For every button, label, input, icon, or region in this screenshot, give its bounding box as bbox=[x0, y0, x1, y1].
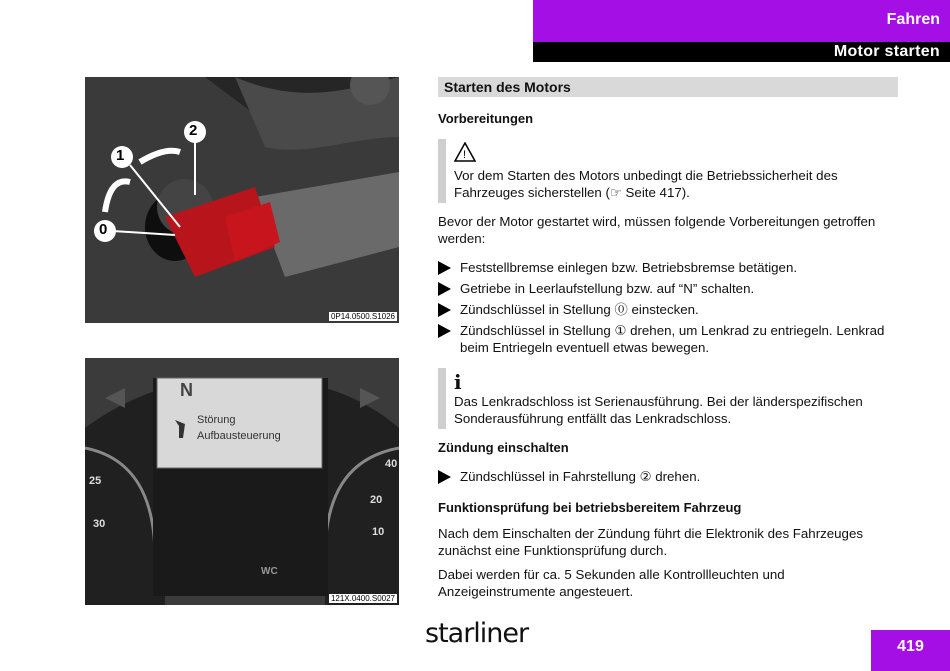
warning-text: Vor dem Starten des Motors unbedingt die Betriebssicherheit des Fahrzeuges sicherstellen (☞ Seite 417). bbox=[454, 168, 838, 200]
figure1-label-2: 2 bbox=[189, 122, 198, 139]
ignition-heading: Zündung einschalten bbox=[438, 440, 569, 455]
figure1-id: 0P14.0500.S1026 bbox=[330, 312, 395, 321]
figure2-id: 121X.0400.S0027 bbox=[330, 594, 395, 603]
step-4-text: Zündschlüssel in Stellung ① drehen, um Lenkrad zu entriegeln. Lenkrad beim Entriegeln eventuell etwas bewegen. bbox=[460, 323, 885, 355]
dashboard-illustration bbox=[85, 358, 399, 605]
info-text: Das Lenkradschloss ist Serienausführung. Bei der länderspezifischen Sonderausführung entfällt das Lenkradschloss. bbox=[454, 394, 863, 426]
gauge-left-30: 30 bbox=[93, 518, 106, 530]
step-4 bbox=[438, 322, 898, 356]
section-title: Motor starten bbox=[833, 43, 940, 60]
check-paragraph-2: Dabei werden für ca. 5 Sekunden alle Kontrollleuchten und Anzeigeinstrumente angesteuert. bbox=[438, 567, 785, 599]
figure1-label-0: 0 bbox=[99, 221, 108, 238]
ignition-key-photo bbox=[85, 77, 399, 323]
warning-note bbox=[438, 139, 898, 203]
bullet-arrow-icon bbox=[438, 303, 451, 317]
bullet-arrow-icon bbox=[438, 324, 451, 338]
step-1 bbox=[438, 259, 898, 276]
step-2-text: Getriebe in Leerlaufstellung bzw. auf “N” schalten. bbox=[460, 281, 755, 296]
ignition-key-illustration bbox=[85, 77, 399, 323]
gauge-right-10: 10 bbox=[372, 526, 385, 538]
step-3-text: Zündschlüssel in Stellung ⓪ einstecken. bbox=[460, 302, 699, 317]
gauge-right-40: 40 bbox=[385, 458, 398, 470]
step-2 bbox=[438, 280, 898, 297]
figure1-label-1: 1 bbox=[116, 147, 125, 164]
check-paragraph-1: Nach dem Einschalten der Zündung führt die Elektronik des Fahrzeuges zunächst eine Funktionsprüfung durch. bbox=[438, 526, 864, 558]
display-line2: Aufbausteuerung bbox=[197, 430, 281, 442]
display-gear: N bbox=[180, 380, 193, 400]
check-heading: Funktionsprüfung bei betriebsbereitem Fahrzeug bbox=[438, 500, 742, 515]
gauge-right-20: 20 bbox=[370, 494, 383, 506]
bullet-arrow-icon bbox=[438, 470, 451, 484]
tell-tale-wc: WC bbox=[261, 566, 278, 577]
step-1-text: Feststellbremse einlegen bzw. Betriebsbremse betätigen. bbox=[460, 260, 798, 275]
section-heading: Starten des Motors bbox=[438, 77, 898, 97]
page-number: 419 bbox=[871, 630, 950, 671]
ignition-step-text: Zündschlüssel in Fahrstellung ② drehen. bbox=[460, 469, 701, 484]
preparations-heading: Vorbereitungen bbox=[438, 111, 534, 126]
dashboard-photo bbox=[85, 358, 399, 605]
header-chapter-bar bbox=[533, 0, 950, 42]
ignition-step bbox=[438, 468, 898, 485]
brand-logo: starliner bbox=[425, 618, 529, 649]
bullet-arrow-icon bbox=[438, 261, 451, 275]
info-note bbox=[438, 368, 898, 429]
step-3 bbox=[438, 301, 898, 318]
chapter-title: Fahren bbox=[886, 11, 940, 28]
info-icon: i bbox=[454, 370, 462, 394]
svg-text:!: ! bbox=[463, 149, 467, 161]
header-section-bar bbox=[533, 42, 950, 62]
gauge-left-25: 25 bbox=[89, 475, 102, 487]
content-column bbox=[438, 77, 898, 607]
bullet-arrow-icon bbox=[438, 282, 451, 296]
display-line1: Störung bbox=[197, 414, 236, 426]
warning-triangle-icon bbox=[454, 142, 898, 167]
intro-text: Bevor der Motor gestartet wird, müssen folgende Vorbereitungen getroffen werden: bbox=[438, 214, 876, 246]
